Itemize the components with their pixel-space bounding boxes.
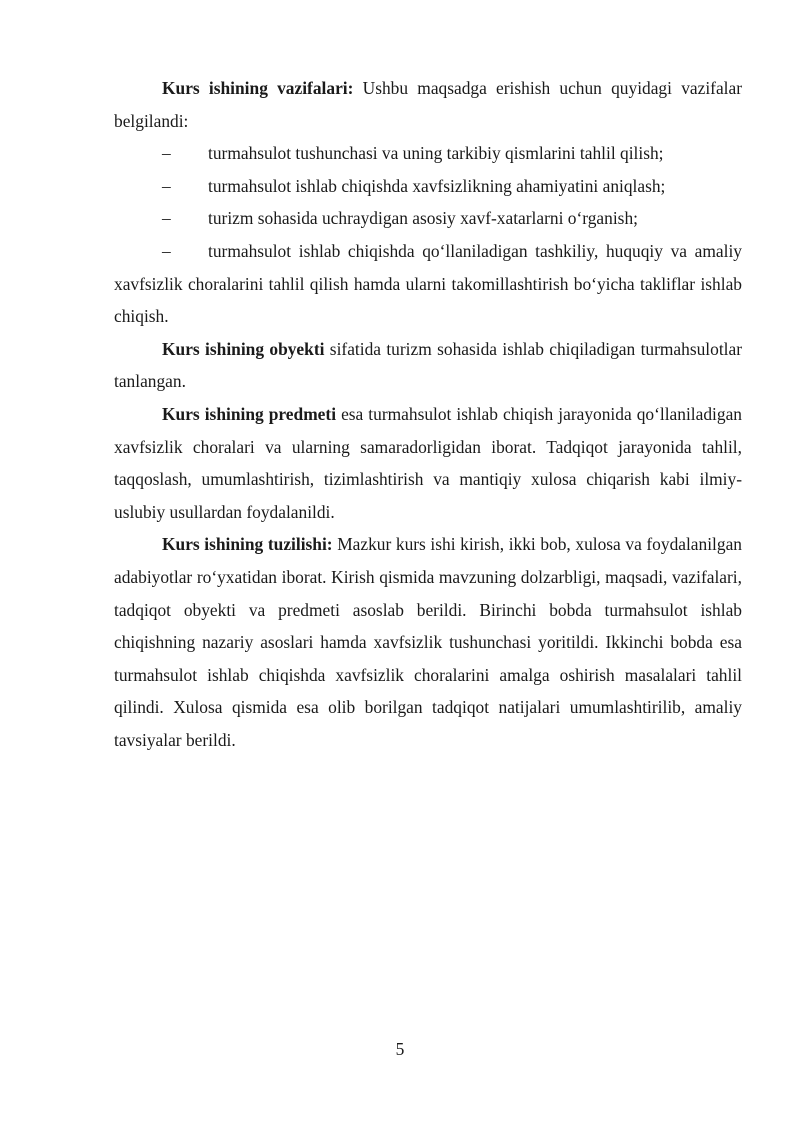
subject-paragraph — [114, 398, 742, 528]
page-number: 5 — [395, 1039, 405, 1059]
object-text: sifatida turizm sohasida ishlab chiqiladigan turmahsulotlar tanlangan. — [114, 338, 742, 392]
list-item-text: turmahsulot tushunchasi va uning tarkibiy qismlarini tahlil qilish; — [208, 143, 664, 164]
object-heading: Kurs ishining obyekti — [162, 338, 325, 359]
list-item-text: turizm sohasida uchraydigan asosiy xavf-xatarlarni o‘rganish; — [208, 208, 638, 229]
dash-marker: – — [162, 143, 171, 164]
structure-paragraph — [114, 528, 742, 756]
list-item — [114, 235, 742, 333]
tasks-intro: Ushbu maqsadga erishish uchun quyidagi vazifalar belgilandi: — [114, 78, 743, 131]
subject-text: esa turmahsulot ishlab chiqish jarayonida qo‘llaniladigan xavfsizlik choralari va ularning samaradorligidan iborat. Tadqiqot jarayonida tahlil, taqqoslash, umumlashtirish, tizimlashtirish va mantiqiy xulosa chiqarish kabi ilmiy-uslubiy usullardan foydalanildi. — [114, 403, 742, 522]
object-paragraph — [114, 333, 742, 398]
tasks-paragraph — [114, 72, 742, 137]
list-item-text: turmahsulot ishlab chiqishda qo‘llaniladigan tashkiliy, huquqiy va amaliy xavfsizlik choralarini tahlil qilish hamda ularni takomillashtirish bo‘yicha takliflar ishlab chiqish. — [114, 240, 742, 327]
list-item — [114, 137, 742, 170]
tasks-heading: Kurs ishining vazifalari: — [162, 78, 354, 98]
list-item — [114, 170, 742, 203]
structure-heading: Kurs ishining tuzilishi: — [162, 534, 333, 555]
subject-heading: Kurs ishining predmeti — [162, 403, 337, 424]
dash-marker: – — [162, 240, 171, 261]
dash-marker: – — [162, 175, 171, 196]
structure-text: Mazkur kurs ishi kirish, ikki bob, xulosa va foydalanilgan adabiyotlar ro‘yxatidan iborat. Kirish qismida mavzuning dolzarbligi, maqsadi, vazifalari, tadqiqot obyekti va predmeti asoslab berildi. Birinchi bobda turmahsulot ishlab chiqishning nazariy asoslari hamda xavfsizlik tushunchasi yoritildi. Ikkinchi bobda esa turmahsulot ishlab chiqishda xavfsizlik choralarini amalga oshirish masalalari tahlil qilindi. Xulosa qismida esa olib borilgan tadqiqot natijalari umumlashtirilib, amaliy tavsiyalar berildi. — [114, 534, 742, 750]
tasks-list — [114, 137, 742, 333]
list-item-text: turmahsulot ishlab chiqishda xavfsizlikning ahamiyatini aniqlash; — [208, 175, 666, 196]
dash-marker: – — [162, 208, 171, 229]
document-page — [114, 72, 742, 756]
list-item — [114, 202, 742, 235]
